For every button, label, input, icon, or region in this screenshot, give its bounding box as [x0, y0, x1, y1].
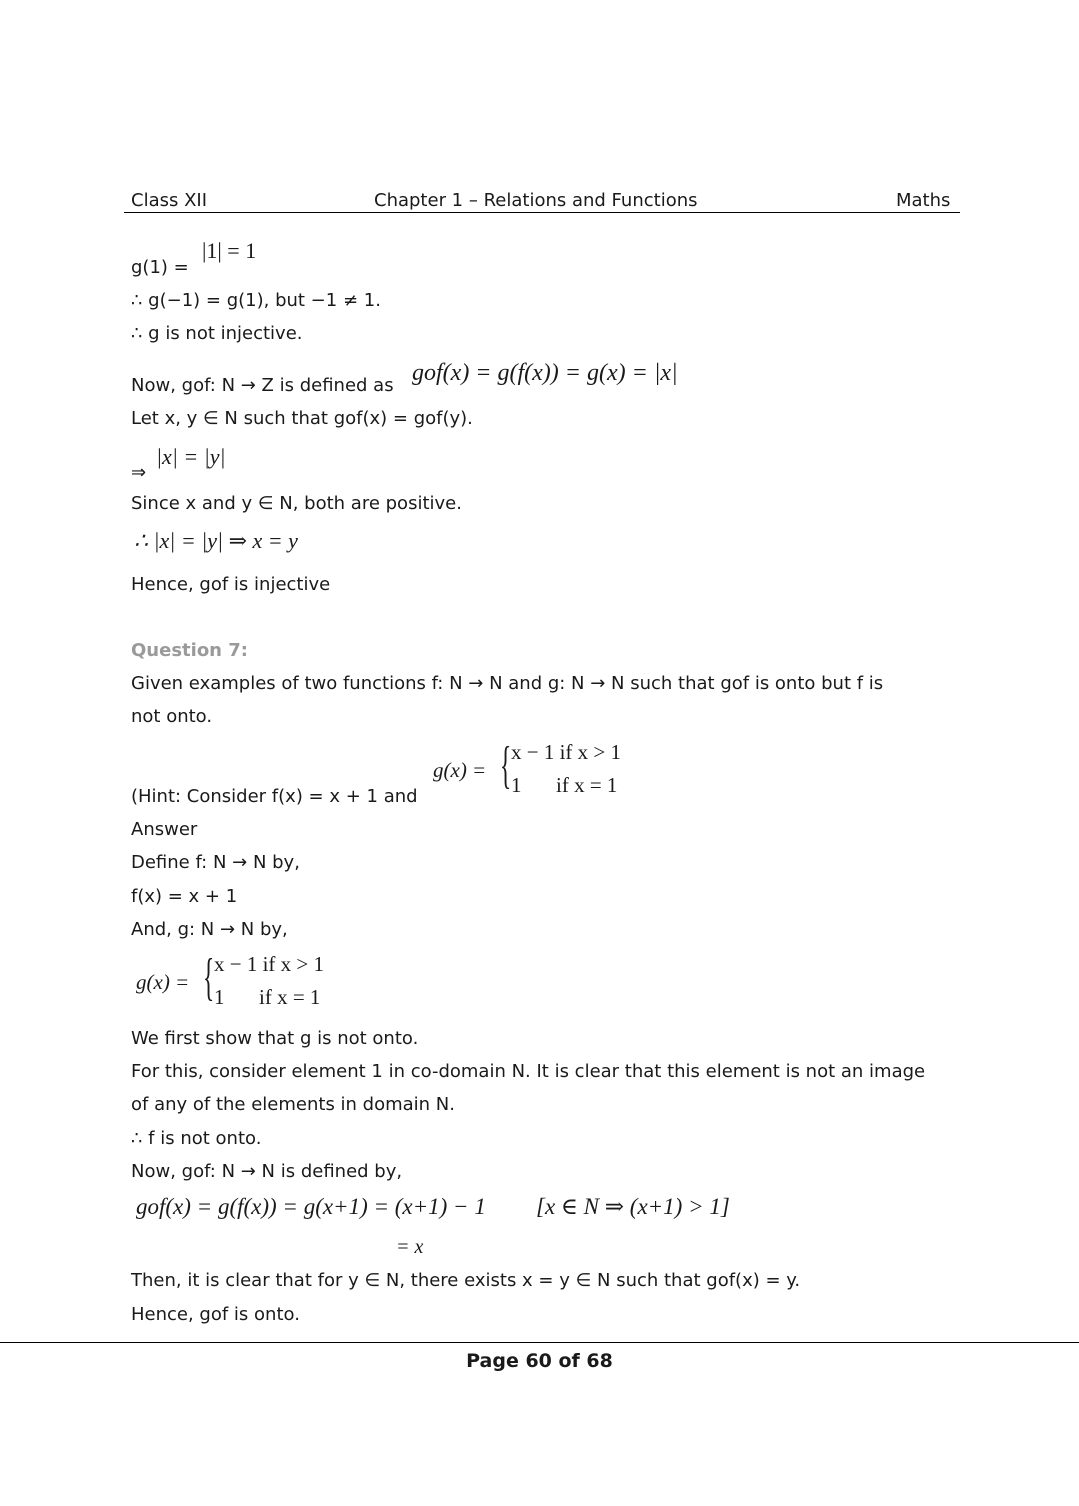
line-fx: f(x) = x + 1	[131, 886, 238, 907]
hint-g-lhs: g(x) =	[433, 758, 487, 782]
question-heading: Question 7:	[131, 640, 248, 661]
hint-case-2a: 1	[511, 773, 522, 797]
math-eq-x: = x	[396, 1236, 424, 1258]
g-def-case-2b: if x = 1	[259, 985, 321, 1009]
hint-case-2b: if x = 1	[556, 773, 618, 797]
math-gof-bracket: [x ∈ N ⇒ (x+1) > 1]	[536, 1194, 730, 1219]
math-gof-def: gof(x) = g(f(x)) = g(x) = |x|	[412, 360, 678, 386]
line-since: Since x and y ∈ N, both are positive.	[131, 493, 462, 514]
hint-text: (Hint: Consider f(x) = x + 1 and	[131, 786, 418, 807]
g-def-case-2a: 1	[214, 985, 225, 1009]
line-hence-onto: Hence, gof is onto.	[131, 1304, 300, 1325]
line-now-gof-nn: Now, gof: N → N is defined by,	[131, 1161, 403, 1182]
g-def-lhs: g(x) =	[136, 970, 190, 994]
line-define-f: Define f: N → N by,	[131, 852, 300, 873]
question-text-2: not onto.	[131, 706, 213, 727]
line-hence-injective: Hence, gof is injective	[131, 574, 331, 595]
line-then-clear: Then, it is clear that for y ∈ N, there exists x = y ∈ N such that gof(x) = y.	[131, 1270, 801, 1291]
line-now-gof: Now, gof: N → Z is defined as	[131, 375, 394, 396]
answer-label: Answer	[131, 819, 198, 840]
math-abs-one: |1| = 1	[202, 238, 257, 263]
hint-case-1: x − 1 if x > 1	[511, 740, 622, 764]
question-text-1: Given examples of two functions f: N → N and g: N → N such that gof is onto but f is	[131, 673, 884, 694]
math-abs-eq: |x| = |y|	[156, 444, 226, 469]
header-class: Class XII	[131, 190, 208, 211]
line-first-show: We first show that g is not onto.	[131, 1028, 419, 1049]
math-therefore-eq: ∴ |x| = |y| ⇒ x = y	[134, 528, 298, 553]
g-def-brace: {	[203, 949, 215, 1006]
header-divider	[124, 212, 960, 213]
line-let-xy: Let x, y ∈ N such that gof(x) = gof(y).	[131, 408, 473, 429]
line-for-this-1: For this, consider element 1 in co-domain N. It is clear that this element is not an image	[131, 1061, 926, 1082]
line-g1: g(1) =	[131, 257, 189, 278]
g-def-case-1: x − 1 if x > 1	[214, 952, 325, 976]
math-gof-onto: gof(x) = g(f(x)) = g(x+1) = (x+1) − 1	[136, 1194, 486, 1219]
line-for-this-2: of any of the elements in domain N.	[131, 1094, 455, 1115]
implies-symbol: ⇒	[131, 462, 147, 483]
line-therefore-1: ∴ g(−1) = g(1), but −1 ≠ 1.	[131, 290, 381, 311]
header-chapter: Chapter 1 – Relations and Functions	[374, 190, 698, 211]
hint-brace: {	[500, 737, 512, 794]
header-subject: Maths	[896, 190, 951, 211]
line-and-g: And, g: N → N by,	[131, 919, 288, 940]
line-f-not-onto: ∴ f is not onto.	[131, 1128, 262, 1149]
line-therefore-2: ∴ g is not injective.	[131, 323, 303, 344]
page-number: Page 60 of 68	[466, 1350, 613, 1372]
footer-divider	[0, 1342, 1079, 1343]
